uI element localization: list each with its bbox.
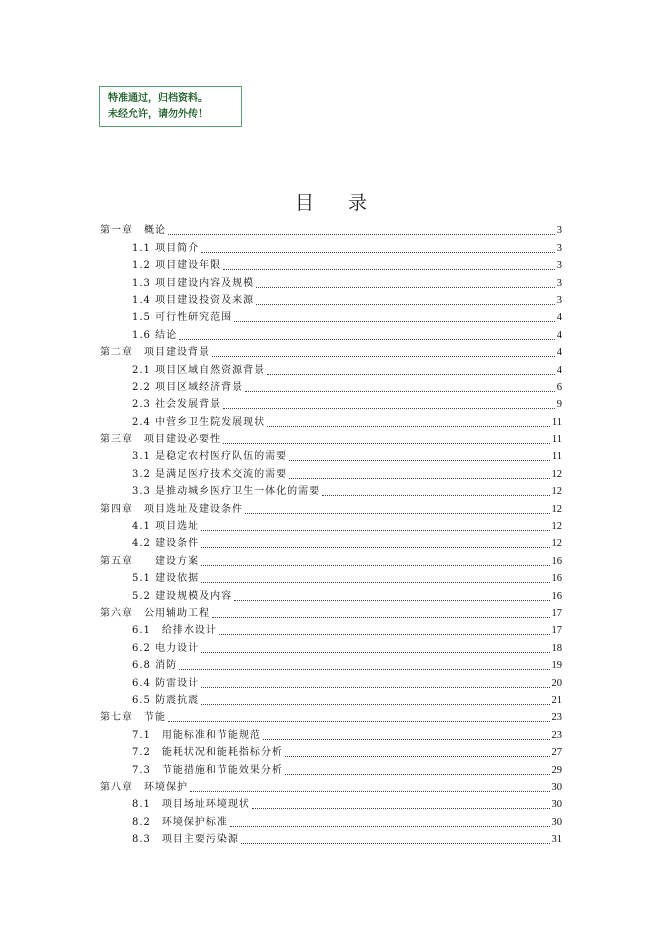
toc-leader-dots [179, 668, 549, 670]
toc-entry-page: 29 [551, 764, 562, 776]
toc-section-entry[interactable] [100, 620, 562, 637]
toc-entry-page: 17 [551, 607, 562, 619]
toc-leader-dots [256, 303, 555, 305]
toc-entry-label: 1.5 可行性研究范围 [132, 312, 233, 324]
toc-leader-dots [201, 251, 555, 253]
toc-section-entry[interactable] [100, 811, 562, 828]
toc-entry-label: 3.2 是满足医疗技术交流的需要 [132, 468, 288, 480]
toc-section-entry[interactable] [100, 742, 562, 759]
toc-entry-page: 21 [551, 694, 562, 706]
toc-section-entry[interactable] [100, 568, 562, 585]
toc-leader-dots [179, 338, 555, 340]
toc-entry-page: 4 [556, 347, 562, 359]
toc-entry-page: 30 [551, 781, 562, 793]
toc-entry-page: 3 [556, 294, 562, 306]
toc-section-entry[interactable] [100, 516, 562, 533]
toc-entry-label: 第七章 节能 [100, 712, 166, 724]
toc-leader-dots [267, 373, 555, 375]
toc-entry-label: 7.2 能耗状况和能耗指标分析 [132, 747, 283, 759]
toc-title: 目录 [294, 192, 401, 214]
toc-leader-dots [289, 477, 549, 479]
toc-chapter-entry[interactable] [100, 342, 562, 359]
toc-entry-label: 3.3 是推动城乡医疗卫生一体化的需要 [132, 486, 321, 498]
toc-entry-label: 7.3 节能措施和节能效果分析 [132, 764, 283, 776]
toc-leader-dots [289, 459, 550, 461]
toc-entry-label: 2.2 项目区域经济背景 [132, 381, 244, 393]
toc-entry-label: 6.1 给排水设计 [132, 625, 217, 637]
toc-entry-page: 12 [551, 503, 562, 515]
toc-entry-page: 31 [551, 834, 562, 846]
toc-entry-page: 30 [551, 816, 562, 828]
toc-section-entry[interactable] [100, 829, 562, 846]
toc-section-entry[interactable] [100, 690, 562, 707]
toc-leader-dots [234, 320, 555, 322]
toc-entry-page: 3 [556, 260, 562, 272]
toc-section-entry[interactable] [100, 324, 562, 341]
toc-entry-label: 第三章 项目建设必要性 [100, 434, 221, 446]
toc-entry-label: 8.2 环境保护标准 [132, 816, 228, 828]
toc-entry-page: 19 [551, 660, 562, 672]
toc-leader-dots [190, 790, 550, 792]
toc-entry-page: 20 [551, 677, 562, 689]
table-of-contents [100, 220, 562, 846]
toc-entry-page: 23 [551, 712, 562, 724]
toc-entry-label: 1.1 项目简介 [132, 242, 200, 254]
toc-leader-dots [245, 512, 550, 514]
toc-entry-page: 11 [551, 434, 562, 446]
toc-section-entry[interactable] [100, 377, 562, 394]
toc-entry-page: 17 [551, 625, 562, 637]
toc-entry-page: 16 [551, 573, 562, 585]
toc-section-entry[interactable] [100, 759, 562, 776]
toc-entry-label: 8.3 项目主要污染源 [132, 834, 239, 846]
toc-section-entry[interactable] [100, 307, 562, 324]
toc-section-entry[interactable] [100, 655, 562, 672]
toc-leader-dots [322, 494, 549, 496]
toc-leader-dots [223, 442, 550, 444]
toc-chapter-entry[interactable] [100, 220, 562, 237]
toc-section-entry[interactable] [100, 585, 562, 602]
toc-entry-page: 16 [551, 555, 562, 567]
toc-leader-dots [256, 286, 555, 288]
toc-leader-dots [201, 686, 549, 688]
toc-entry-page: 3 [556, 242, 562, 254]
stamp-line-1: 特准通过，归档资料。 [108, 93, 208, 104]
toc-leader-dots [212, 616, 550, 618]
toc-entry-page: 9 [556, 399, 562, 411]
toc-section-entry[interactable] [100, 672, 562, 689]
toc-chapter-entry[interactable] [100, 429, 562, 446]
toc-leader-dots [212, 355, 555, 357]
toc-chapter-entry[interactable] [100, 603, 562, 620]
toc-section-entry[interactable] [100, 724, 562, 741]
toc-leader-dots [201, 546, 549, 548]
toc-entry-label: 第二章 项目建设背景 [100, 347, 210, 359]
toc-entry-page: 4 [556, 364, 562, 376]
toc-entry-page: 12 [551, 521, 562, 533]
toc-entry-label: 1.6 结论 [132, 329, 178, 341]
toc-entry-page: 18 [551, 642, 562, 654]
toc-section-entry[interactable] [100, 290, 562, 307]
toc-leader-dots [285, 755, 550, 757]
toc-entry-label: 6.5 防震抗震 [132, 694, 200, 706]
toc-section-entry[interactable] [100, 359, 562, 376]
toc-leader-dots [230, 825, 550, 827]
toc-section-entry[interactable] [100, 446, 562, 463]
toc-entry-label: 2.1 项目区域自然资源背景 [132, 364, 266, 376]
toc-entry-label: 8.1 项目场址环境现状 [132, 799, 250, 811]
toc-entry-label: 3.1 是稳定农村医疗队伍的需要 [132, 451, 288, 463]
toc-entry-label: 1.4 项目建设投资及来源 [132, 294, 255, 306]
toc-leader-dots [168, 720, 550, 722]
toc-entry-page: 4 [556, 312, 562, 324]
toc-entry-label: 1.2 项目建设年限 [132, 260, 222, 272]
toc-chapter-entry[interactable] [100, 777, 562, 794]
toc-entry-label: 6.2 电力设计 [132, 642, 200, 654]
toc-section-entry[interactable] [100, 255, 562, 272]
toc-entry-label: 第五章 建设方案 [100, 555, 199, 567]
toc-leader-dots [223, 407, 555, 409]
toc-leader-dots [285, 773, 550, 775]
toc-section-entry[interactable] [100, 794, 562, 811]
toc-section-entry[interactable] [100, 272, 562, 289]
toc-entry-page: 12 [551, 468, 562, 480]
toc-entry-page: 11 [551, 451, 562, 463]
toc-leader-dots [219, 633, 550, 635]
toc-section-entry[interactable] [100, 533, 562, 550]
toc-leader-dots [263, 738, 550, 740]
toc-entry-page: 6 [556, 381, 562, 393]
toc-entry-label: 第八章 环境保护 [100, 781, 188, 793]
toc-leader-dots [168, 233, 555, 235]
toc-section-entry[interactable] [100, 237, 562, 254]
toc-entry-label: 第四章 项目选址及建设条件 [100, 503, 243, 515]
approval-stamp [99, 86, 242, 127]
toc-entry-page: 30 [551, 799, 562, 811]
toc-leader-dots [201, 529, 549, 531]
toc-entry-label: 4.2 建设条件 [132, 538, 200, 550]
toc-entry-page: 3 [556, 277, 562, 289]
toc-entry-page: 23 [551, 729, 562, 741]
toc-section-entry[interactable] [100, 637, 562, 654]
toc-leader-dots [234, 599, 549, 601]
toc-entry-page: 12 [551, 486, 562, 498]
toc-entry-label: 5.1 建设依据 [132, 573, 200, 585]
toc-entry-label: 6.8 消防 [132, 660, 178, 672]
toc-entry-page: 11 [551, 416, 562, 428]
toc-section-entry[interactable] [100, 481, 562, 498]
toc-section-entry[interactable] [100, 411, 562, 428]
toc-entry-page: 3 [556, 225, 562, 237]
toc-entry-label: 7.1 用能标准和节能规范 [132, 729, 261, 741]
toc-leader-dots [267, 425, 550, 427]
toc-leader-dots [201, 564, 550, 566]
stamp-line-2: 未经允许，请勿外传！ [108, 109, 208, 120]
toc-leader-dots [252, 807, 550, 809]
toc-chapter-entry[interactable] [100, 498, 562, 515]
toc-leader-dots [241, 842, 550, 844]
toc-leader-dots [245, 390, 555, 392]
toc-entry-label: 第六章 公用辅助工程 [100, 607, 210, 619]
toc-entry-label: 2.4 中营乡卫生院发展现状 [132, 416, 266, 428]
toc-entry-page: 4 [556, 329, 562, 341]
toc-entry-page: 27 [551, 747, 562, 759]
toc-entry-label: 1.3 项目建设内容及规模 [132, 277, 255, 289]
toc-entry-label: 5.2 建设规模及内容 [132, 590, 233, 602]
toc-leader-dots [201, 651, 549, 653]
toc-entry-label: 6.4 防雷设计 [132, 677, 200, 689]
toc-entry-label: 4.1 项目选址 [132, 521, 200, 533]
toc-entry-page: 12 [551, 538, 562, 550]
toc-leader-dots [201, 581, 549, 583]
toc-entry-label: 2.3 社会发展背景 [132, 399, 222, 411]
toc-leader-dots [201, 703, 549, 705]
toc-leader-dots [223, 268, 555, 270]
toc-section-entry[interactable] [100, 394, 562, 411]
toc-entry-label: 第一章 概论 [100, 225, 166, 237]
toc-entry-page: 16 [551, 590, 562, 602]
toc-section-entry[interactable] [100, 463, 562, 480]
toc-chapter-entry[interactable] [100, 707, 562, 724]
toc-chapter-entry[interactable] [100, 550, 562, 567]
